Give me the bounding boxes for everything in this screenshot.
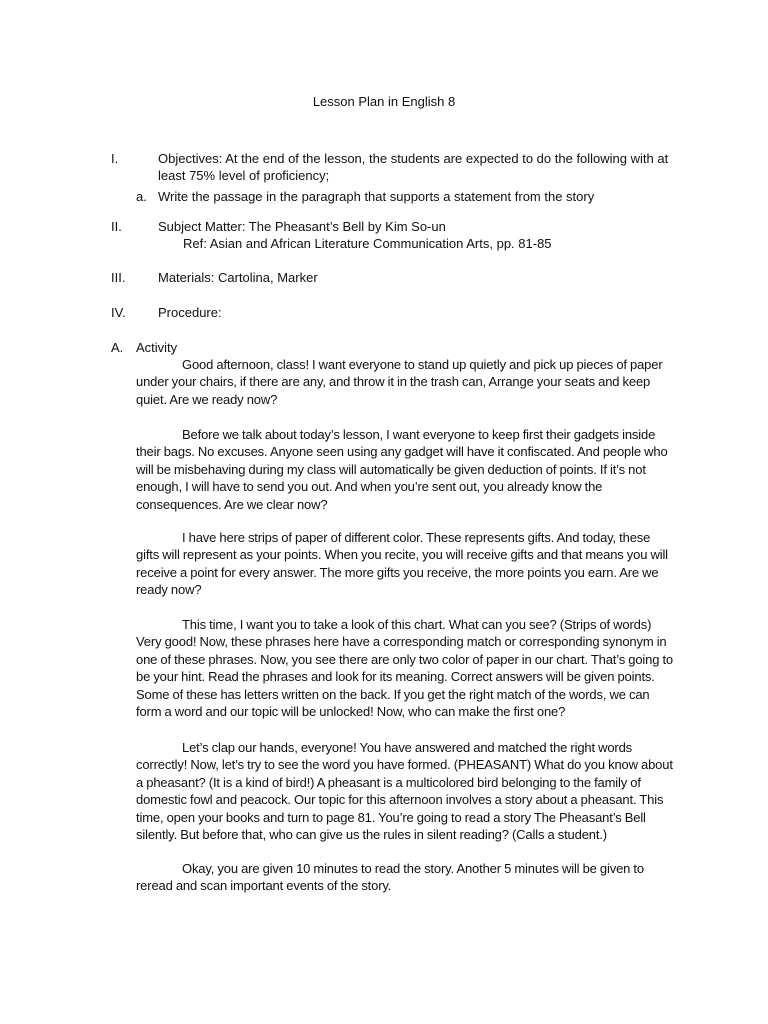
activity-paragraph: Good afternoon, class! I want everyone to stand up quietly and pick up pieces of paper under your chairs, if there are any, and throw it in the trash can, Arrange your seats and keep quiet. Are we ready now? <box>136 357 663 407</box>
activity-paragraph: Let’s clap our hands, everyone! You have answered and matched the right words correctly! Now, let’s try to see the word you have formed. (PHEASANT) What do you know about a pheasant? (It is a kind of bird!) A pheasant is a multicolored bird belonging to the family of domestic fowl and peacock. Our topic for this afternoon involves a story about a pheasant. This time, open your books and turn to page 81. You’re going to read a story The Pheasant’s Bell silently. But before that, who can give us the rules in silent reading? (Calls a student.) <box>136 740 673 843</box>
activity-paragraph: I have here strips of paper of different color. These represents gifts. And today, these gifts will represent as your points. When you recite, you will receive gifts and that means you will receive a point for every answer. The more gifts you receive, the more points you earn. Are we ready now? <box>136 530 668 598</box>
section-1-objectives: Objectives: At the end of the lesson, the students are expected to do the following with at least 75% level of proficiency; <box>158 151 669 184</box>
activity-paragraph: This time, I want you to take a look of this chart. What can you see? (Strips of words) Very good! Now, these phrases here have a corresponding match or corresponding synonym in one of these phrases. Now, you see there are only two color of paper in our chart. That’s going to be your hint. Read the phrases and look for its meaning. Correct answers will be given points. Some of these has letters written on the back. If you get the right match of the words, we can form a word and our topic will be unlocked! Now, who can make the first one? <box>136 617 674 720</box>
objective-a-text: Write the passage in the paragraph that supports a statement from the story <box>158 189 595 204</box>
section-1-numeral: I. <box>111 151 119 166</box>
subject-matter: Subject Matter: The Pheasant’s Bell by Kim So-un <box>158 219 446 234</box>
subject-reference: Ref: Asian and African Literature Communication Arts, pp. 81-85 <box>183 236 552 251</box>
document-title: Lesson Plan in English 8 <box>312 94 456 109</box>
activity-label: A. <box>111 340 124 355</box>
section-2-numeral: II. <box>111 219 122 234</box>
activity-paragraph: Before we talk about today’s lesson, I want everyone to keep first their gadgets inside their bags. No excuses. Anyone seen using any gadget will have it confiscated. And people who will be misbehaving during my class will automatically be given deduction of points. If it’s not enough, I will have to send you out. And when you’re sent out, you already know the consequences. Are we clear now? <box>136 427 668 512</box>
section-3-numeral: III. <box>111 270 126 285</box>
activity-paragraph: Okay, you are given 10 minutes to read the story. Another 5 minutes will be given to reread and scan important events of the story. <box>136 861 644 894</box>
materials: Materials: Cartolina, Marker <box>158 270 318 285</box>
objective-a-letter: a. <box>136 189 147 204</box>
section-4-numeral: IV. <box>111 305 126 320</box>
activity-heading: Activity <box>136 340 178 355</box>
procedure: Procedure: <box>158 305 222 320</box>
